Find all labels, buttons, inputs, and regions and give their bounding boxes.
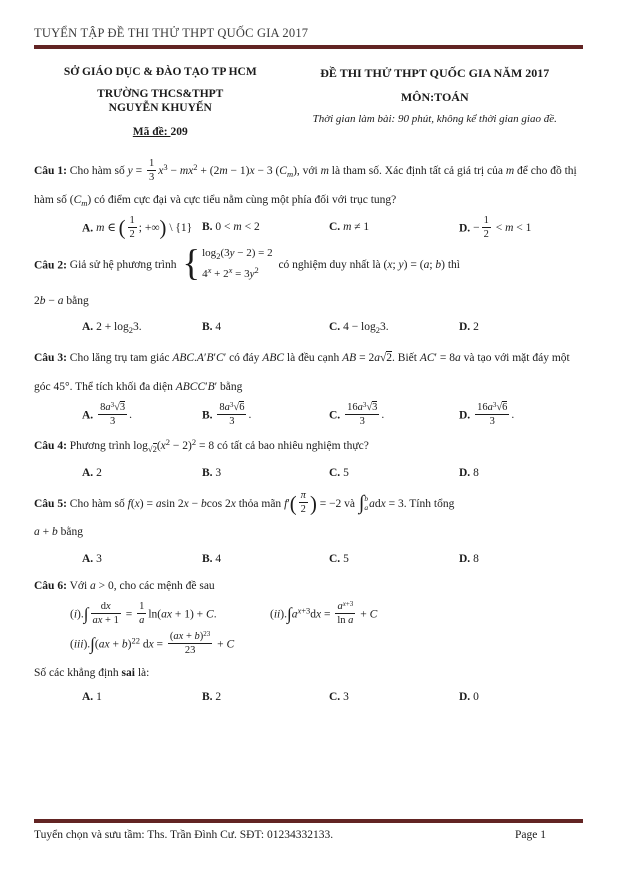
footer-credit: Tuyển chọn và sưu tầm: Ths. Trần Đình Cư. SĐT: 01234332133.	[34, 829, 334, 841]
issuer-block	[34, 66, 287, 138]
question-2-label: Câu 2:	[34, 259, 67, 272]
collection-title: TUYỂN TẬP ĐỀ THI THỬ THPT QUỐC GIA 2017	[34, 26, 309, 40]
proposition-i: (i).∫ $\frac{dx}{ax + 1}$ = $\frac{1}{a}$ ln(ax + 1) + C.	[70, 600, 217, 626]
question-5-options	[34, 547, 583, 573]
option-a: A. m ∈ ( $\frac{1}{2}$ ; +∞) \ {1}	[82, 214, 193, 240]
option-c: C. m ≠ 1	[329, 220, 370, 233]
question-6-text	[34, 576, 583, 598]
question-6	[34, 576, 583, 711]
option-b: B. 2	[202, 691, 222, 704]
option-b: B. 3	[202, 466, 222, 479]
exam-code-value: 209	[170, 126, 188, 138]
option-c: C. 5	[329, 553, 349, 566]
question-5-label: Câu 5:	[34, 497, 67, 510]
question-1-stem: Cho hàm số y = $\frac{1}{3}$ $x^3 - mx^2 + (2m - 1)x - 3$ $(C_m)$, với m là tham số. Xác định tất cả giá trị của m để cho đồ thị hàm số $(C_m)$ có điểm cực đại và cực tiểu nằm cùng một phía đối với trục tung?	[34, 157, 577, 208]
question-6-label: Câu 6:	[34, 579, 67, 592]
question-5-stem: Cho hàm số f(x) = asin 2x − bcos 2x thỏa mãn f′( $\frac{\pi}{2}$ ) = −2 và ∫ b a adx = 3. Tính tổng a + b bằng	[34, 490, 455, 539]
option-b: B. 4	[202, 321, 222, 334]
question-6-stem: Với a > 0, cho các mệnh đề sau	[69, 579, 215, 592]
option-a: A. 3	[82, 553, 102, 566]
option-c: C. 5	[329, 466, 349, 479]
proposition-iii: (iii).∫(ax + b)$^{22}$ dx = $\frac{(ax + b)^{23}}{23}$ + C	[70, 630, 235, 657]
question-2-stem: Giả sử hệ phương trình { $\log_2(3y - 2) = 2$ $4^x + 2^x = 3y^2$ có nghiệm duy nhất là (x; y) = (a; b) thì 2b − a bằng	[34, 242, 460, 307]
question-6-closing: Số các khẳng định sai là:	[34, 667, 150, 680]
question-6-propositions-row1	[34, 601, 583, 628]
question-3-text	[34, 344, 583, 402]
option-d: D. − $\frac{1}{2}$ < m < 1	[459, 214, 532, 240]
question-2	[34, 242, 583, 341]
option-c: C. 3	[329, 691, 349, 704]
page-number: Page 1	[515, 829, 546, 841]
exam-header	[34, 66, 583, 138]
question-4-text	[34, 432, 583, 461]
question-5-text	[34, 490, 583, 548]
option-d: D. 8	[459, 553, 479, 566]
question-4	[34, 432, 583, 487]
question-1-label: Câu 1:	[34, 165, 67, 177]
option-b: B. $\frac{8a^3√6}{3}$ .	[202, 400, 252, 427]
proposition-ii: $(ii).\int a^{x+3}dx$ = $\frac{a^{x+3}}{\text{ln a}}$ + C	[270, 599, 378, 626]
school-name-line2: NGUYỄN KHUYẾN	[108, 102, 212, 114]
question-3-stem: Cho lăng trụ tam giác ABC.A′B′C′ có đáy ABC là đều cạnh AB = 2a√2. Biết AC′ = 8a và tạo với mặt đáy một góc 45°. Thể tích khối đa diện ABCC′B′ bằng	[34, 352, 570, 393]
exam-code-label: Mã đề:	[132, 126, 171, 138]
question-3	[34, 344, 583, 429]
exam-code	[34, 126, 287, 138]
question-2-text	[34, 242, 583, 316]
option-d: D. $\frac{16a^3√6}{3}$ .	[459, 400, 515, 427]
question-3-options	[34, 402, 583, 429]
option-d: D. 2	[459, 321, 479, 334]
option-c: C. $\frac{16a^3√3}{3}$ .	[329, 400, 385, 427]
question-1-options	[34, 215, 583, 242]
question-5	[34, 490, 583, 573]
banner	[34, 26, 583, 49]
option-a: A. 1	[82, 691, 102, 704]
exam-title-block	[287, 66, 583, 138]
exam-duration: Thời gian làm bài: 90 phút, không kể thời gian giao đề.	[312, 113, 557, 125]
question-4-stem: Phương trình $\log_{√2}(x^2 - 2)^2 = 8$ có tất cả bao nhiêu nghiệm thực?	[69, 436, 369, 454]
school-name-line1: TRƯỜNG THCS&THPT	[97, 88, 224, 100]
question-3-label: Câu 3:	[34, 352, 67, 365]
option-a: A. $2 + \log_23$.	[82, 321, 142, 336]
question-4-options	[34, 461, 583, 487]
option-c: C. $4 - \log_23$.	[329, 321, 389, 336]
question-1	[34, 157, 583, 242]
option-d: D. 0	[459, 691, 479, 704]
question-list	[34, 157, 583, 714]
exam-subject: MÔN:TOÁN	[400, 90, 469, 104]
option-a: A. $\frac{8a^3√3}{3}$ .	[82, 400, 132, 427]
department-name: SỞ GIÁO DỤC & ĐÀO TẠO TP HCM	[63, 66, 257, 78]
header-rule	[34, 45, 583, 49]
page-footer	[34, 815, 583, 878]
question-1-text	[34, 157, 583, 215]
footer-row	[34, 823, 583, 841]
question-6-options	[34, 685, 583, 711]
option-d: D. 8	[459, 466, 479, 479]
question-4-label: Câu 4:	[34, 439, 67, 452]
option-b: B. 4	[202, 553, 222, 566]
option-a: A. 2	[82, 466, 102, 479]
exam-title: ĐỀ THI THỬ THPT QUỐC GIA NĂM 2017	[320, 66, 550, 80]
question-2-options	[34, 315, 583, 341]
option-b: B. 0 < m < 2	[202, 220, 260, 233]
question-6-propositions-row2	[34, 631, 583, 658]
